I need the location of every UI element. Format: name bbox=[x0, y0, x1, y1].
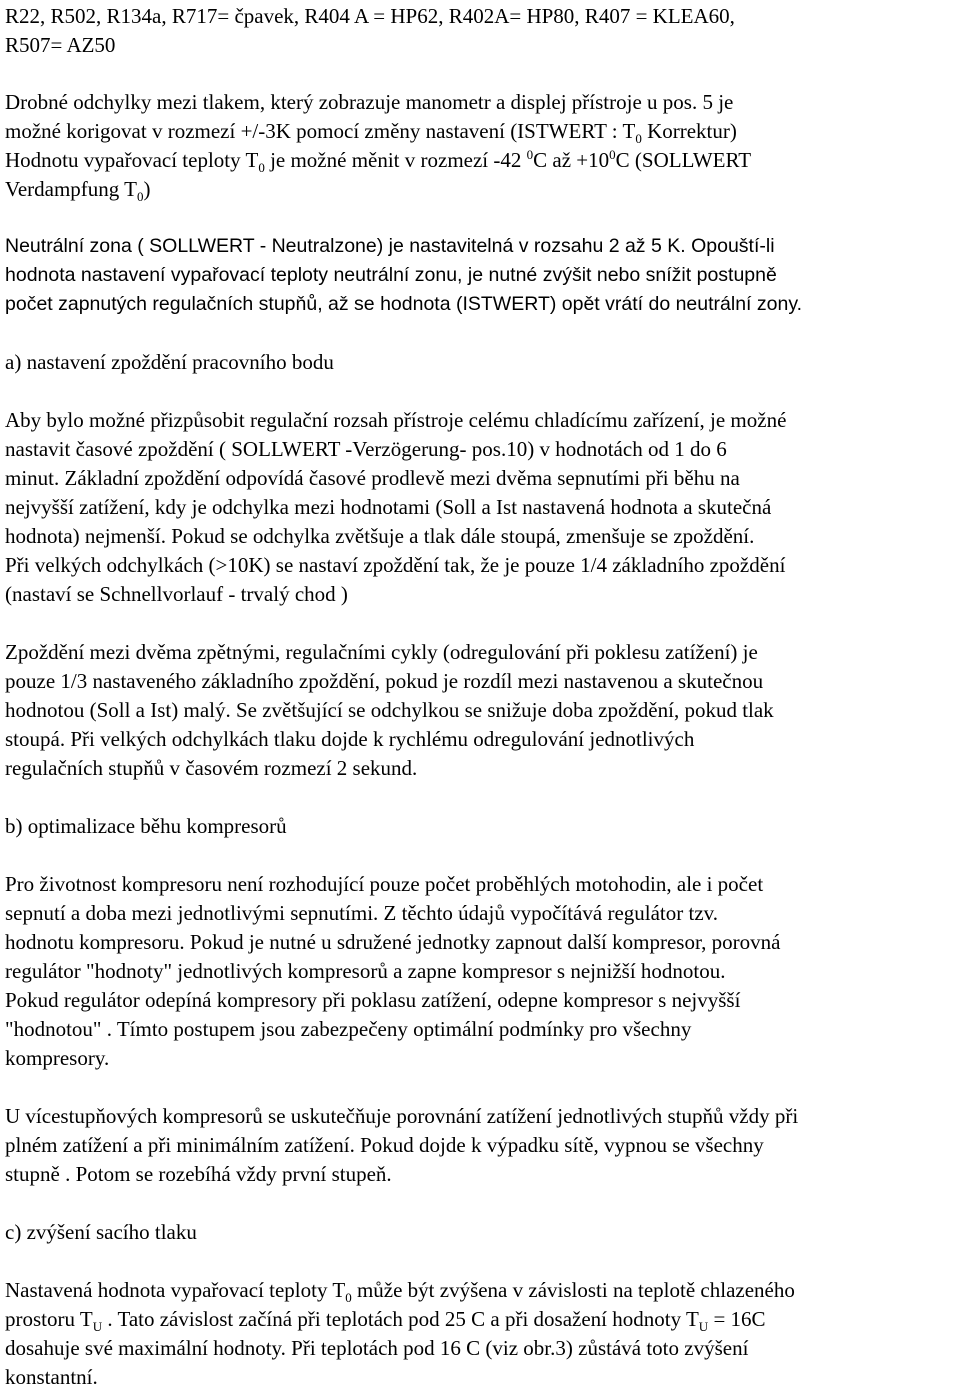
paragraph-line: Při velkých odchylkách (>10K) se nastaví zpoždění tak, že je pouze 1/4 základního zpoždění bbox=[5, 553, 786, 577]
paragraph-line: Nastavená hodnota vypařovací teploty $T_0$ může být zvýšena v závislosti na teplotě chlazeného bbox=[5, 1278, 795, 1306]
paragraph-line: konstantní. bbox=[5, 1365, 98, 1389]
paragraph-line: možné korigovat v rozmezí +/-3K pomocí změny nastavení (ISTWERT : $T_0$ Korrektur) bbox=[5, 119, 737, 147]
paragraph-line: plném zatížení a při minimálním zatížení. Pokud dojde k výpadku sítě, vypnou se všechny bbox=[5, 1133, 764, 1157]
paragraph-line: počet zapnutých regulačních stupňů, až se hodnota (ISTWERT) opět vrátí do neutrální zony. bbox=[5, 293, 803, 315]
paragraph-line: Pro životnost kompresoru není rozhodující pouze počet proběhlých motohodin, ale i počet bbox=[5, 872, 764, 896]
paragraph-line: hodnotu kompresoru. Pokud je nutné u sdružené jednotky zapnout další kompresor, porovná bbox=[5, 930, 781, 954]
paragraph-line: stupně . Potom se rozebíhá vždy první stupeň. bbox=[5, 1162, 392, 1186]
paragraph-line: kompresory. bbox=[5, 1046, 110, 1070]
refrigerant-list-line: R507= AZ50 bbox=[5, 33, 116, 57]
section-heading-c: c) zvýšení sacího tlaku bbox=[5, 1220, 197, 1244]
section-heading-a: a) nastavení zpoždění pracovního bodu bbox=[5, 350, 334, 374]
paragraph-line: regulačních stupňů v časovém rozmezí 2 sekund. bbox=[5, 756, 418, 780]
paragraph-line: prostoru $T_U$ . Tato závislost začíná při teplotách pod 25 C a při dosažení hodnoty $T_U = 16C$ bbox=[5, 1307, 766, 1335]
paragraph-line: stoupá. Při velkých odchylkách tlaku dojde k rychlému odregulování jednotlivých bbox=[5, 727, 695, 751]
paragraph-line: Drobné odchylky mezi tlakem, který zobrazuje manometr a displej přístroje u pos. 5 je bbox=[5, 90, 734, 114]
paragraph-line: Verdampfung $T_0$) bbox=[5, 177, 151, 205]
paragraph-line: sepnutí a doba mezi jednotlivými sepnutími. Z těchto údajů vypočítává regulátor tzv. bbox=[5, 901, 719, 925]
paragraph-line: regulátor "hodnoty" jednotlivých kompresorů a zapne kompresor s nejnižší hodnotou. bbox=[5, 959, 726, 983]
paragraph-line: hodnota nastavení vypařovací teploty neutrální zonu, je nutné zvýšit nebo snížit postupně bbox=[5, 264, 777, 286]
paragraph-line: "hodnotou" . Tímto postupem jsou zabezpečeny optimální podmínky pro všechny bbox=[5, 1017, 692, 1041]
refrigerant-list-line: R22, R502, R134a, R717= čpavek, R404 A = HP62, R402A= HP80, R407 = KLEA60, bbox=[5, 4, 735, 28]
paragraph-line: dosahuje své maximální hodnoty. Při teplotách pod 16 C (viz obr.3) zůstává toto zvýšení bbox=[5, 1336, 749, 1360]
paragraph-line: Zpoždění mezi dvěma zpětnými, regulačními cykly (odregulování při poklesu zatížení) je bbox=[5, 640, 758, 664]
section-heading-b: b) optimalizace běhu kompresorů bbox=[5, 814, 287, 838]
paragraph-line: U vícestupňových kompresorů se uskutečňuje porovnání zatížení jednotlivých stupňů vždy při bbox=[5, 1104, 799, 1128]
paragraph-line: Neutrální zona ( SOLLWERT - Neutralzone) je nastavitelná v rozsahu 2 až 5 K. Opouští-li bbox=[5, 235, 775, 257]
paragraph-line: Hodnotu vypařovací teploty $T_0$ je možné měnit v rozmezí -42 $^0$C až $+10^0C$ (SOLLWERT bbox=[5, 147, 752, 176]
paragraph-line: nastavit časové zpoždění ( SOLLWERT -Verzögerung- pos.10) v hodnotách od 1 do 6 bbox=[5, 437, 727, 461]
paragraph-line: hodnota) nejmenší. Pokud se odchylka zvětšuje a tlak dále stoupá, zmenšuje se zpoždění. bbox=[5, 524, 755, 548]
paragraph-line: pouze 1/3 nastaveného základního zpoždění, pokud je rozdíl mezi nastavenou a skutečnou bbox=[5, 669, 764, 693]
paragraph-line: nejvyšší zatížení, kdy je odchylka mezi hodnotami (Soll a Ist nastavená hodnota a skutečná bbox=[5, 495, 772, 519]
paragraph-line: (nastaví se Schnellvorlauf - trvalý chod ) bbox=[5, 582, 348, 606]
paragraph-line: Aby bylo možné přizpůsobit regulační rozsah přístroje celému chladícímu zařízení, je možné bbox=[5, 408, 787, 432]
paragraph-line: hodnotou (Soll a Ist) malý. Se zvětšující se odchylkou se snižuje doba zpoždění, pokud tlak bbox=[5, 698, 774, 722]
paragraph-line: Pokud regulátor odepíná kompresory při poklasu zatížení, odepne kompresor s nejvyšší bbox=[5, 988, 741, 1012]
paragraph-line: minut. Základní zpoždění odpovídá časové prodlevě mezi dvěma sepnutími při běhu na bbox=[5, 466, 740, 490]
